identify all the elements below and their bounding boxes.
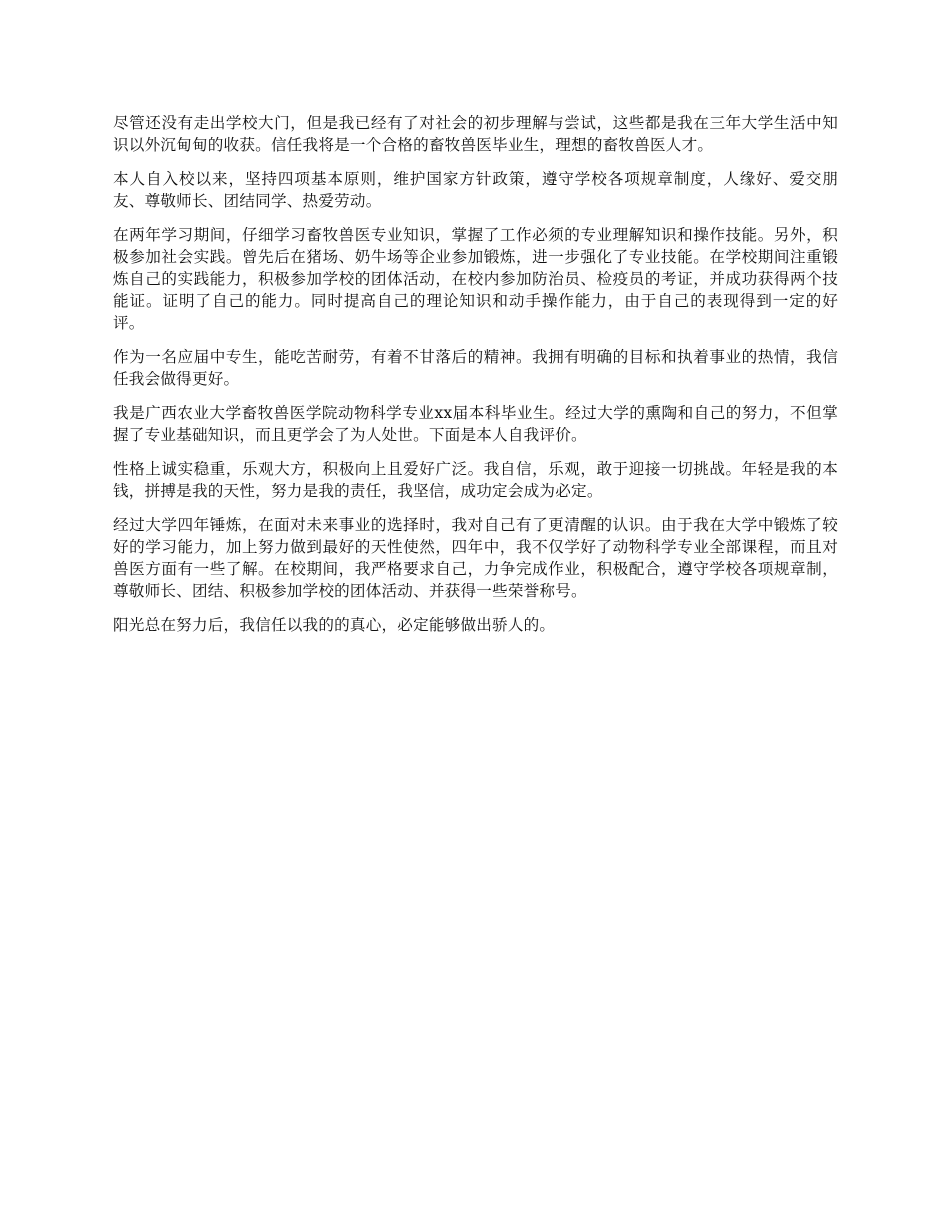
paragraph-5: 我是广西农业大学畜牧兽医学院动物科学专业xx届本科毕业生。经过大学的熏陶和自己的努力，不但掌握了专业基础知识，而且更学会了为人处世。下面是本人自我评价。	[113, 404, 838, 444]
paragraph-7: 经过大学四年锤炼，在面对未来事业的选择时，我对自己有了更清醒的认识。由于我在大学中锻炼了较好的学习能力，加上努力做到最好的天性使然，四年中，我不仅学好了动物科学专业全部课程，而且对兽医方面有一些了解。在校期间，我严格要求自己，力争完成作业，积极配合，遵守学校各项规章制，尊敬师长、团结、积极参加学校的团体活动、并获得一些荣誉称号。	[113, 516, 838, 600]
paragraph-6: 性格上诚实稳重，乐观大方，积极向上且爱好广泛。我自信，乐观，敢于迎接一切挑战。年轻是我的本钱，拼搏是我的天性，努力是我的责任，我坚信，成功定会成为必定。	[113, 460, 838, 500]
paragraph-1: 尽管还没有走出学校大门，但是我已经有了对社会的初步理解与尝试，这些都是我在三年大学生活中知识以外沉甸甸的收获。信任我将是一个合格的畜牧兽医毕业生，理想的畜牧兽医人才。	[113, 114, 838, 154]
paragraph-8: 阳光总在努力后，我信任以我的的真心，必定能够做出骄人的。	[113, 616, 556, 634]
paragraph-4: 作为一名应届中专生，能吃苦耐劳，有着不甘落后的精神。我拥有明确的目标和执着事业的热情，我信任我会做得更好。	[113, 348, 838, 388]
paragraph-3: 在两年学习期间，仔细学习畜牧兽医专业知识，掌握了工作必须的专业理解知识和操作技能。另外，积极参加社会实践。曾先后在猪场、奶牛场等企业参加锻炼，进一步强化了专业技能。在学校期间注重锻炼自己的实践能力，积极参加学校的团体活动，在校内参加防治员、检疫员的考证，并成功获得两个技能证。证明了自己的能力。同时提高自己的理论知识和动手操作能力，由于自己的表现得到一定的好评。	[113, 226, 838, 332]
paragraph-2: 本人自入校以来，坚持四项基本原则，维护国家方针政策，遵守学校各项规章制度，人缘好、爱交朋友、尊敬师长、团结同学、热爱劳动。	[113, 170, 838, 210]
